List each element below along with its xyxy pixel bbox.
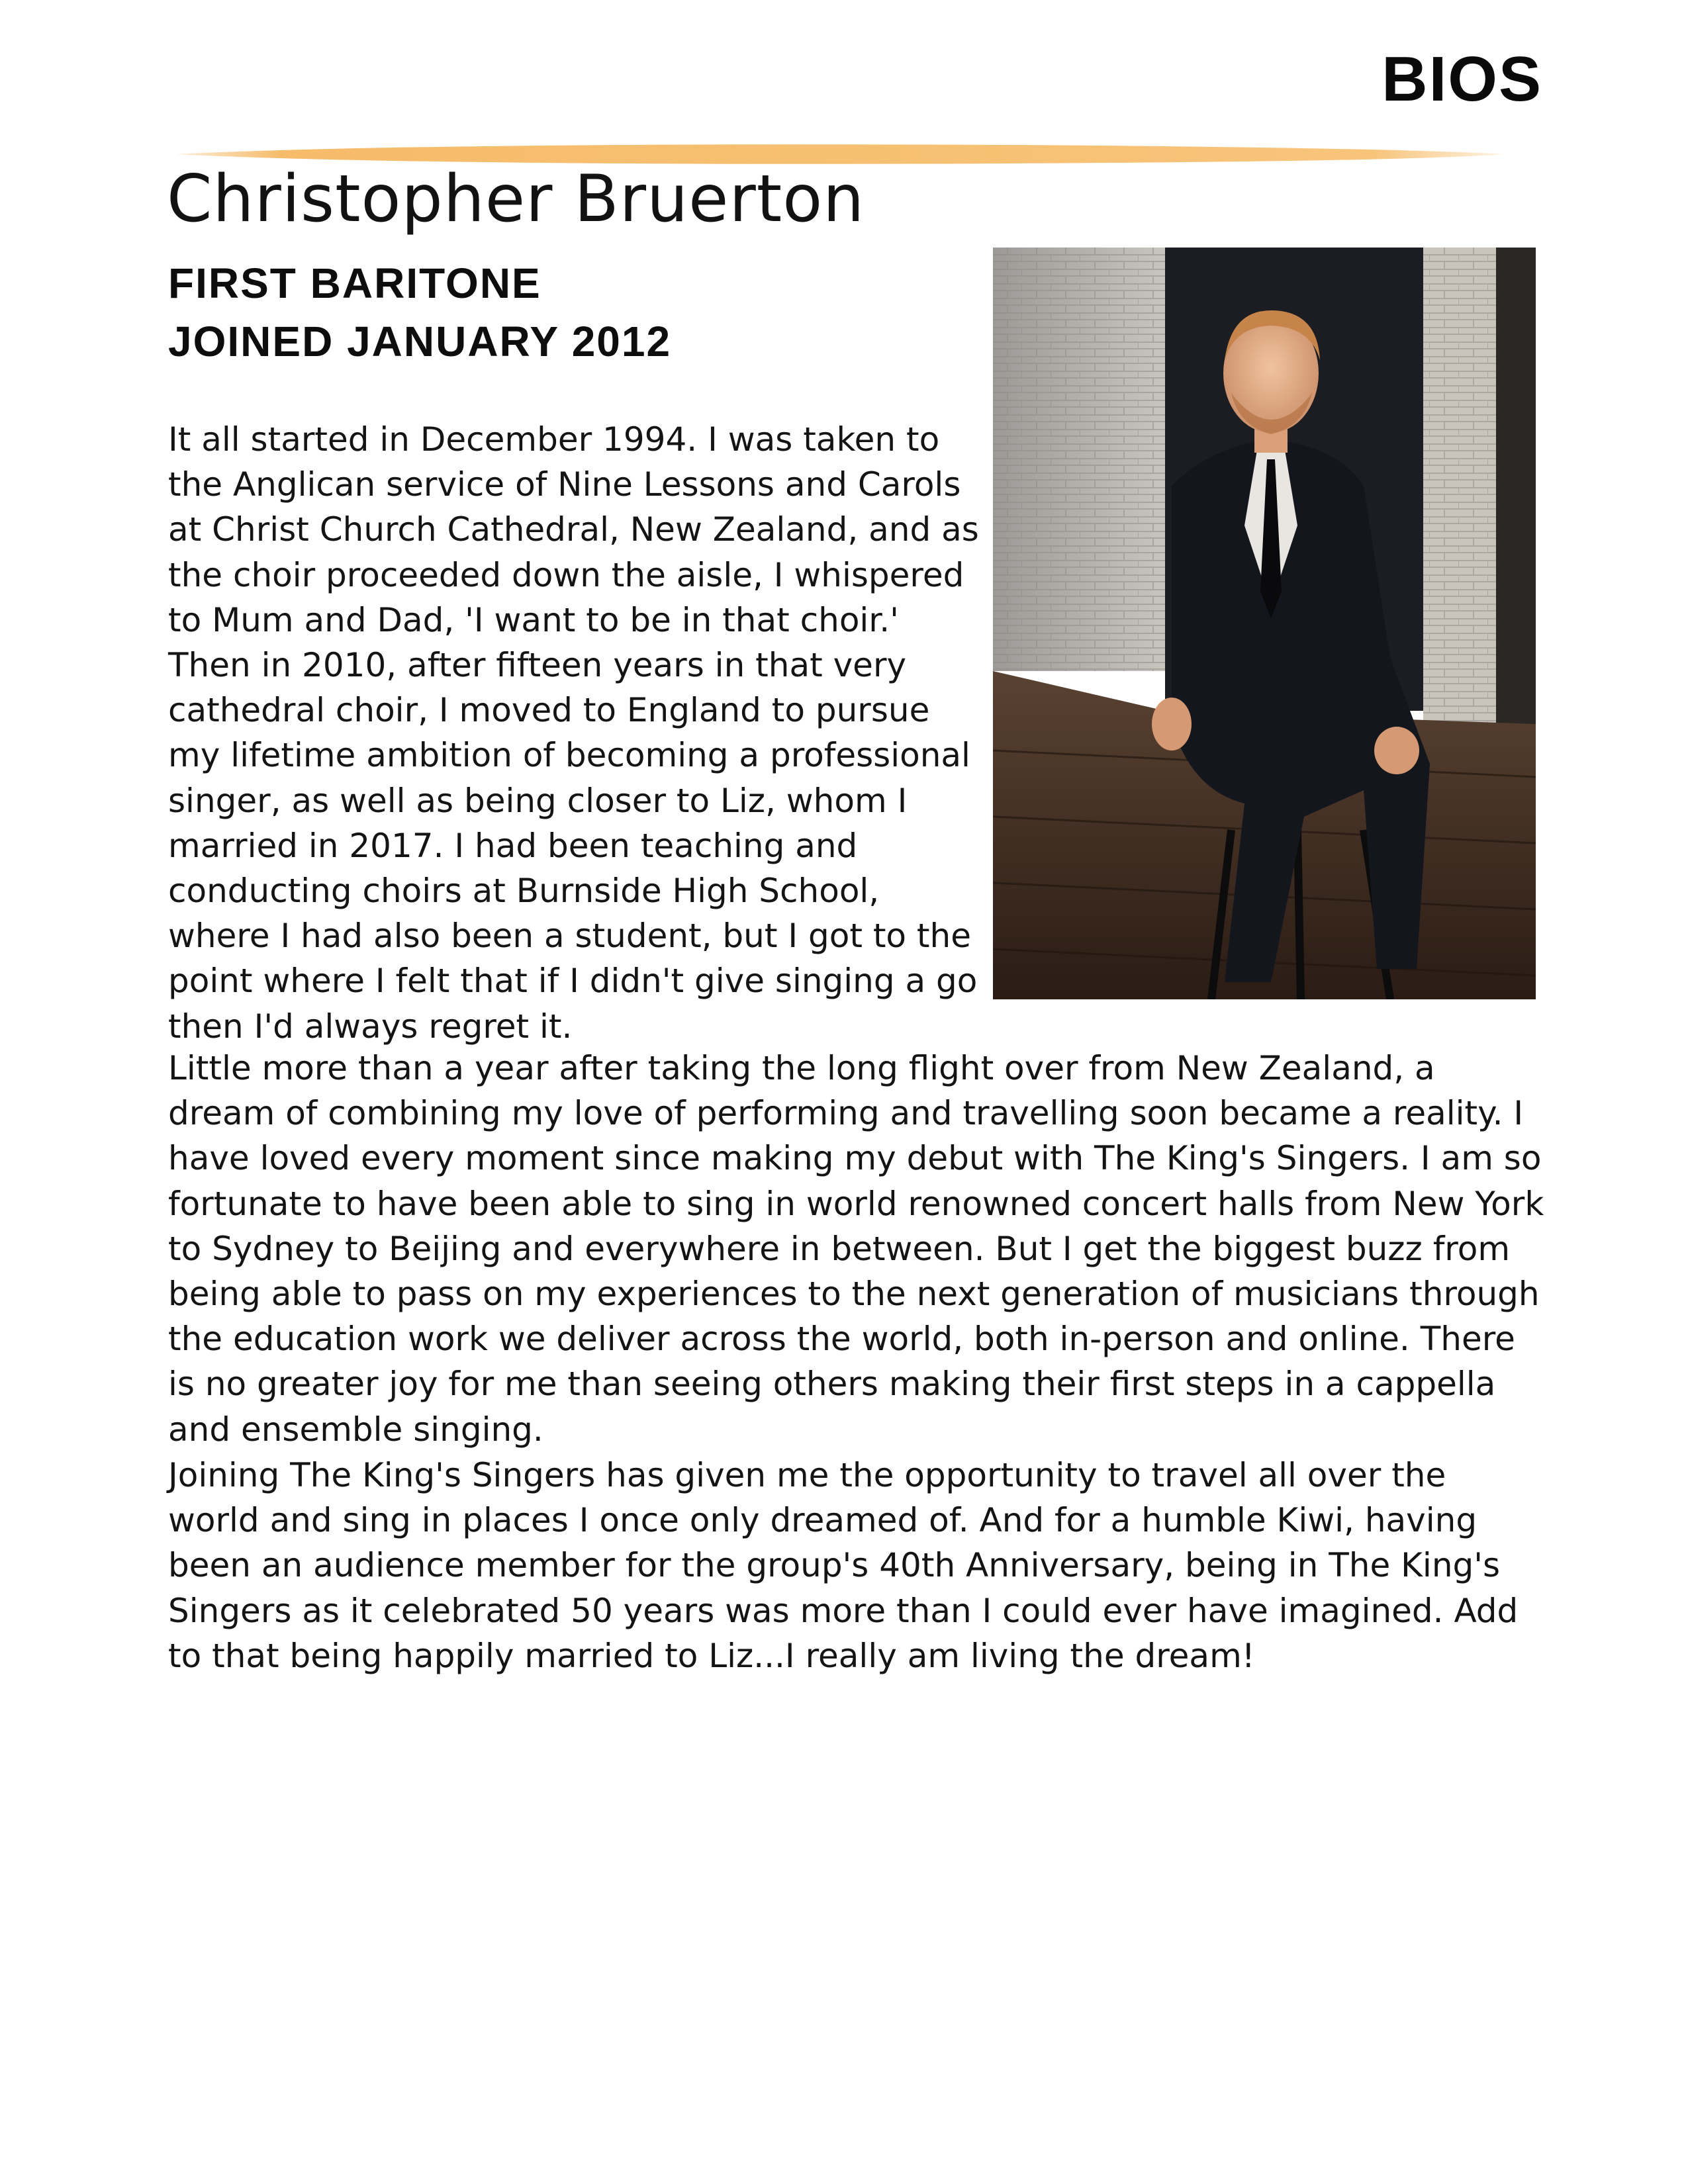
bio-paragraph-1: It all started in December 1994. I was taken to the Anglican service of Nine Lessons and Carols at Christ Church Cathedral, New Zealand, and as the choir proceeded down the aisle, I whispered to Mum and Dad, 'I want to be in that choir.' Then in 2010, after fifteen years in that very cathedral choir, I moved to England to pursue my lifetime ambition of becoming a professional singer, as well as being closer to Liz, whom I married in 2017. I had been teaching and conducting choirs at Burnside High School, where I had also been a student, but I got to the point where I felt that if I didn't give singing a go then I'd always regret it. [168, 420, 979, 1046]
bio-paragraph-2: Little more than a year after taking the long flight over from New Zealand, a dream of combining my love of performing and travelling soon became a reality. I have loved every moment since making my debut with The King's Singers. I am so fortunate to have been able to sing in world renowned concert halls from New York to Sydney to Beijing and everywhere in between. But I get the biggest buzz from being able to pass on my experiences to the next generation of musicians through the education work we deliver across the world, both in-person and online. There is no greater joy for me than seeing others making their first steps in a cappella and ensemble singing. [168, 1049, 1544, 1449]
join-date: JOINED JANUARY 2012 [168, 318, 672, 365]
bio-paragraph-3: Joining The King's Singers has given me the opportunity to travel all over the world and sing in places I once only dreamed of. And for a humble Kiwi, having been an audience member for the group's 40th Anniversary, being in The King's Singers as it celebrated 50 years was more than I could ever have imagined. Add to that being happily married to Liz...I really am living the dream! [168, 1456, 1519, 1675]
bio-name: Christopher Bruerton [167, 161, 865, 237]
portrait-photo [993, 248, 1536, 999]
section-label: BIOS [1382, 44, 1542, 114]
voice-part: FIRST BARITONE [168, 259, 541, 307]
